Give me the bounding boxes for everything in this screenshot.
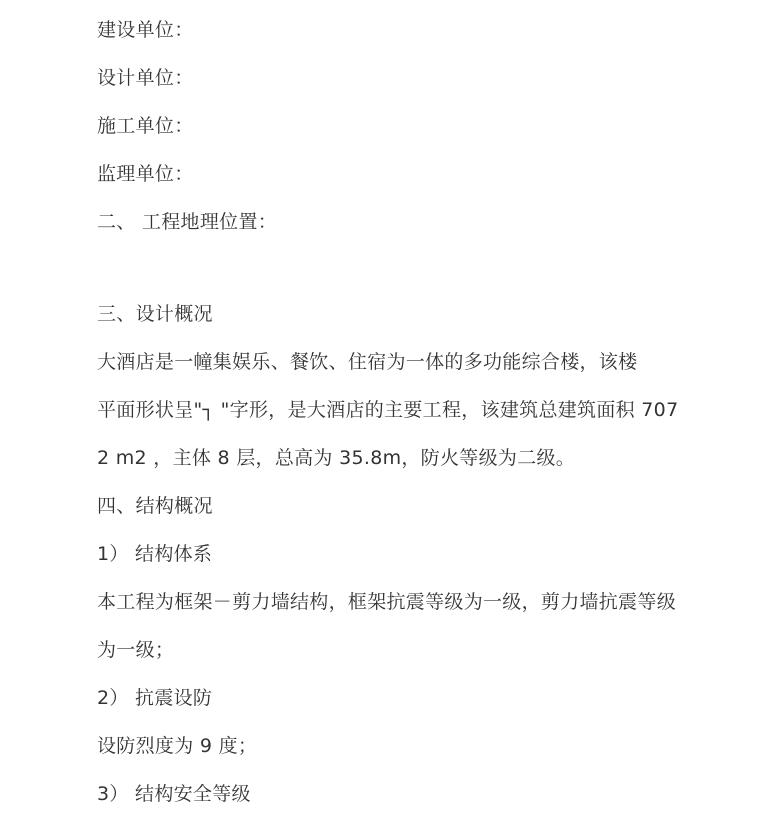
section-heading-structure: 四、结构概况 xyxy=(97,495,213,517)
construction-unit-label: 建设单位： xyxy=(97,19,194,41)
structure-paragraph-line-2: 为一级； xyxy=(97,639,175,661)
design-paragraph-line-2: 平面形状呈"┐ "字形，是大酒店的主要工程，该建筑总建筑面积 707 xyxy=(97,399,679,421)
subheading-seismic-fortification: 2） 抗震设防 xyxy=(97,687,213,709)
contractor-unit-label: 施工单位： xyxy=(97,115,194,137)
subheading-safety-grade: 3） 结构安全等级 xyxy=(97,783,251,805)
design-unit-label: 设计单位： xyxy=(97,67,194,89)
seismic-intensity-text: 设防烈度为 9 度； xyxy=(97,735,258,757)
supervision-unit-label: 监理单位： xyxy=(97,163,194,185)
subheading-structural-system: 1） 结构体系 xyxy=(97,543,213,565)
section-heading-design: 三、设计概况 xyxy=(97,303,213,325)
structure-paragraph-line-1: 本工程为框架－剪力墙结构，框架抗震等级为一级，剪力墙抗震等级 xyxy=(97,591,677,613)
section-heading-location: 二、 工程地理位置： xyxy=(97,211,278,233)
design-paragraph-line-3: 2 m2 ，主体 8 层，总高为 35.8m，防火等级为二级。 xyxy=(97,447,576,469)
design-paragraph-line-1: 大酒店是一幢集娱乐、餐饮、住宿为一体的多功能综合楼，该楼 xyxy=(97,351,638,373)
